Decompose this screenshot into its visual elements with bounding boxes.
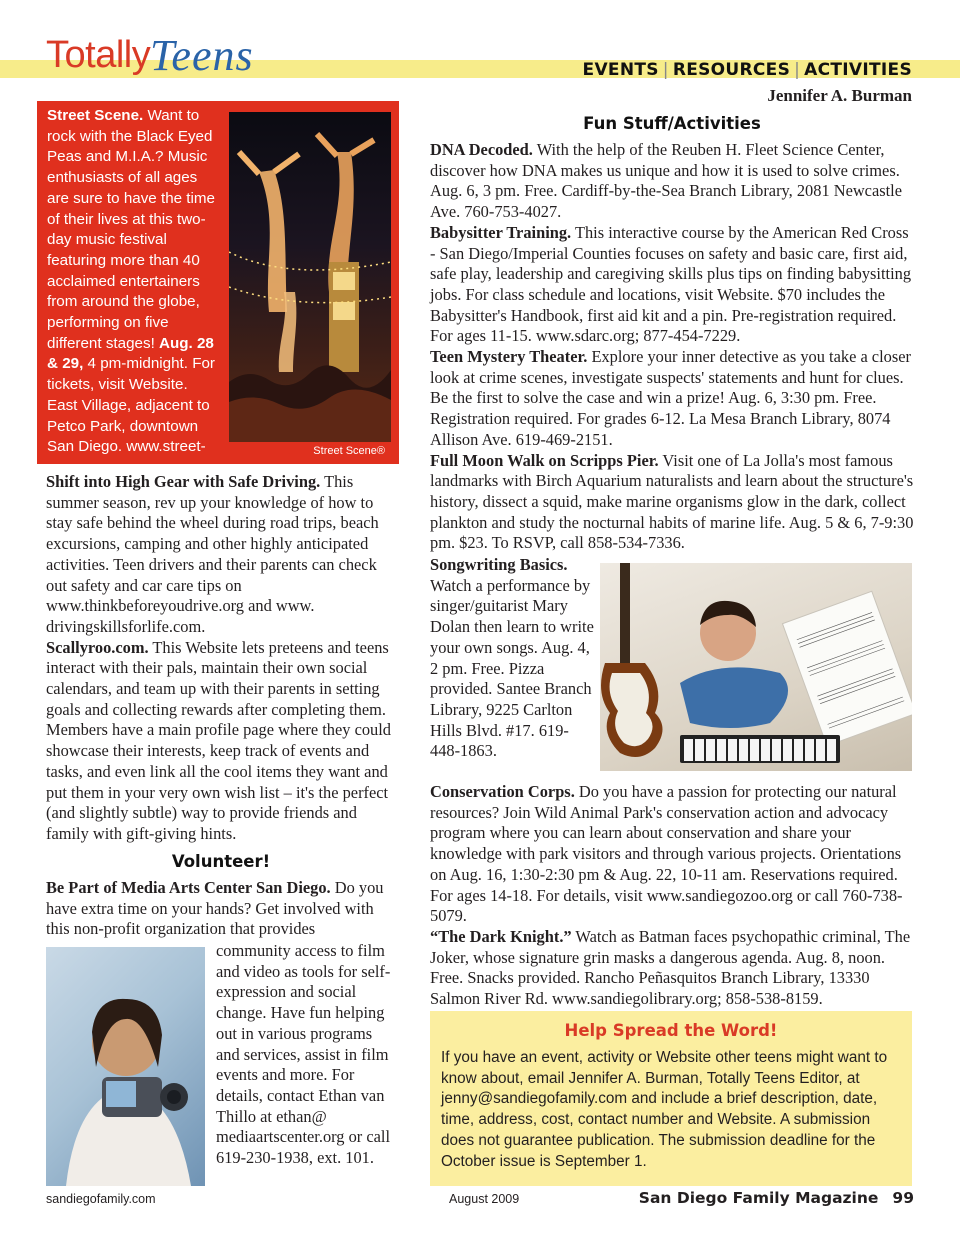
right-column [430, 140, 914, 554]
article-body: Watch as Batman faces psychopathic criminal, The Joker, whose signature grin masks a dangerous agenda. Aug. 8, noon. Free. Snacks provided. Rancho Peñasquitos Branch Library, 13330 Salmon River Rd. www.sandiegolibrary.org; 858-538-8159. [430, 926, 911, 1009]
footer-magazine-name: San Diego Family Magazine [638, 1189, 879, 1207]
article-babysitter-training [430, 223, 914, 347]
article-lead: “The Dark Knight.” [430, 926, 572, 946]
fun-stuff-heading: Fun Stuff/Activities [583, 114, 761, 133]
festival-illustration [229, 112, 391, 442]
article-body: Visit one of La Jolla's most famous landmarks with Birch Aquarium naturalists and learn about the structure's history, dissect a squid, make marine organisms glow in the dark, collect plankton and study the nocturnal habits of marine life. Aug. 5 & 6, 7-9:30 pm. $23. To RSVP, call 858-534-7336. [430, 450, 914, 553]
article-lead: Teen Mystery Theater. [430, 347, 588, 367]
page-number: 99 [892, 1189, 914, 1207]
street-scene-body-2: 4 pm-midnight. For tickets, visit Website. East Village, adjacent to Petco Park, downtown San Diego. www.street-scene.com. [47, 355, 215, 476]
article-media-arts-continued: community access to film and video as tools for self-expression and social change. Have fun helping out in various programs and services, assist in film events and more. For details, contact Ethan van Thillo at ethan@ mediaartscenter.org or call 619-230-1938, ext. 101. [216, 941, 391, 1168]
footer-issue-date: August 2009 [449, 1192, 520, 1206]
article-lead: Babysitter Training. [430, 222, 572, 242]
right-column-lower [430, 782, 914, 1010]
video-camera-illustration [46, 947, 205, 1186]
street-scene-text [47, 106, 219, 479]
article-body: This summer season, rev up your knowledge of how to stay safe behind the wheel during road trips, beach excursions, camping and other highly anticipated activities. Teen drivers and their parents can check out safety and car care tips on www.thinkbeforeyoudrive.org and www. drivingskillsforlife.com. [46, 472, 379, 636]
help-box-heading: Help Spread the Word! [564, 1021, 778, 1040]
street-scene-lead: Street Scene. [47, 107, 144, 124]
article-body: Do you have a passion for protecting our natural resources? Join Wild Animal Park's conservation action and advocacy program where you can learn about conservation and share your knowledge with park visitors and through various projects. Orientations on Aug. 16, 1:30-2:30 pm & Aug. 22, 10-11 am. Reservations required. For ages 14-18. For details, visit www.sandiegozoo.org or call 760-738-5079. [430, 782, 903, 926]
nav-events: EVENTS [582, 60, 659, 80]
article-body: Explore your inner detective as you take a closer look at crime scenes, investigate suspects' statements and hunt for clues. Be the first to solve the case and win a prize! Aug. 6, 3:30 pm. Free. Registration required. For grades 6-12. La Mesa Branch Library, 8074 Allison Ave. 619-469-2151. [430, 347, 911, 449]
nav-resources: RESOURCES [672, 60, 791, 80]
article-lead: Be Part of Media Arts Center San Diego. [46, 878, 331, 897]
footer-website: sandiegofamily.com [46, 1192, 156, 1206]
article-media-arts [46, 878, 396, 940]
article-safe-driving [46, 472, 396, 638]
section-nav [583, 60, 912, 80]
help-box-text: If you have an event, activity or Website other teens might want to know about, email Jennifer A. Burman, Totally Teens Editor, at jenny@sandiegofamily.com and include a brief description, date, time, address, cost, contact number and Website. A submission does not guarantee publication. The submission deadline for the October issue is September 1. [441, 1049, 888, 1170]
article-body: With the help of the Reuben H. Fleet Science Center, discover how DNA makes us unique and how it is used to solve crimes. Aug. 6, 3 pm. Free. Cardiff-by-the-Sea Branch Library, 2081 Newcastle Ave. 760-753-4027. [430, 140, 902, 222]
songwriting-photo [600, 563, 912, 771]
article-body: This interactive course by the American Red Cross - San Diego/Imperial Counties focuses on safety and basic care, first aid, safe play, leadership and caregiving skills plus tips on finding babysitting jobs. For class schedule and locations, visit Website. $70 includes the Babysitter's Handbook, first aid kit and a pin. Pre-registration required. For ages 11-15. www.sdarc.org; 877-454-7229. [430, 222, 912, 346]
article-songwriting [430, 555, 595, 762]
left-column [46, 472, 396, 845]
nav-activities: ACTIVITIES [804, 60, 912, 80]
street-scene-photo [229, 112, 391, 442]
article-lead: Scallyroo.com. [46, 637, 149, 657]
street-scene-feature-box [37, 101, 399, 476]
section-title-teens: Teens [150, 31, 254, 80]
article-body: Do you have extra time on your hands? Get involved with this non-profit organization that provides [46, 878, 384, 939]
article-full-moon-walk [430, 451, 914, 555]
help-spread-word-box [430, 1011, 912, 1186]
article-dna-decoded [430, 140, 914, 223]
article-body: Watch a performance by singer/guitarist Mary Dolan then learn to write your own songs. Aug. 4, 2 pm. Free. Pizza provided. Santee Branch Library, 9225 Carlton Hills Blvd. #17. 619-448-1863. [430, 575, 594, 761]
volunteer-heading: Volunteer! [171, 852, 271, 871]
author-byline: Jennifer A. Burman [767, 86, 912, 105]
footer-magazine [639, 1189, 914, 1207]
article-lead: Shift into High Gear with Safe Driving. [46, 472, 321, 491]
article-conservation-corps [430, 782, 914, 927]
section-title-totally: Totally [46, 34, 151, 76]
photo-credit: Street Scene® [313, 445, 385, 457]
article-scallyroo [46, 638, 396, 845]
article-lead: Conservation Corps. [430, 782, 575, 801]
article-teen-mystery [430, 347, 914, 451]
article-body: This Website lets preteens and teens interact with their pals, maintain their own social calendars, and team up with their parents in setting goals and collecting rewards after completing them. Members have a main profile page where they could showcase their interests, keep track of events and tasks, and even link all the cool items they want and put them in your very own wish list – it's the perfect (and slightly subtle) way to provide friends and family with gift-giving hints. [46, 637, 391, 843]
article-dark-knight [430, 927, 914, 1010]
street-scene-body-1: Want to rock with the Black Eyed Peas and M.I.A.? Music enthusiasts of all ages are sure to have the time of their lives at this two-day music festival featuring more than 40 acclaimed entertainers from around the globe, performing on five different stages! [47, 107, 215, 352]
nav-separator: | [794, 60, 801, 80]
article-lead: Songwriting Basics. [430, 555, 568, 574]
article-lead: Full Moon Walk on Scripps Pier. [430, 450, 659, 470]
nav-separator: | [662, 60, 669, 80]
article-lead: DNA Decoded. [430, 140, 533, 159]
guitar-keyboard-illustration [600, 563, 912, 771]
volunteer-photo [46, 947, 205, 1186]
street-scene-date: Aug. 28 & 29, [47, 334, 214, 373]
